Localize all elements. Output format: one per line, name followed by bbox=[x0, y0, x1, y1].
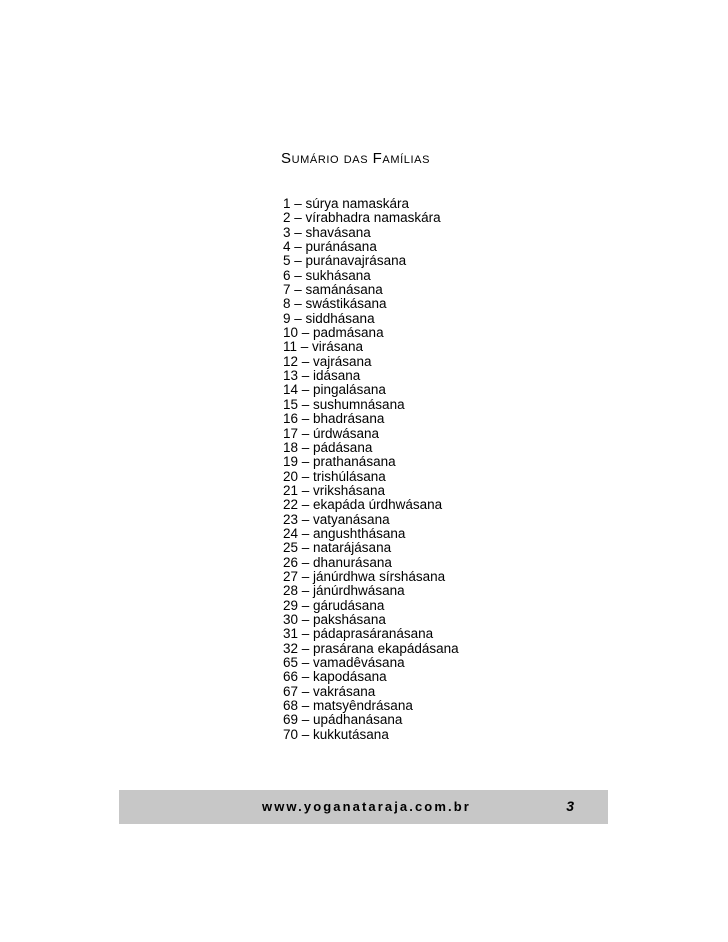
family-list-item: 21 – vrikshásana bbox=[283, 482, 386, 498]
family-list-item: 14 – pingalásana bbox=[283, 382, 386, 398]
family-list-item: 4 – puránásana bbox=[283, 239, 377, 255]
family-list-item: 26 – dhanurásana bbox=[283, 554, 392, 570]
family-list-item: 65 – vamadêvásana bbox=[283, 655, 405, 670]
family-list-item: 68 – matsyêndrásana bbox=[283, 698, 413, 714]
title-word-sumario-rest: UMÁRIO bbox=[291, 154, 340, 166]
family-list-item: 22 – ekapáda úrdhwásana bbox=[283, 497, 443, 513]
page-number: 3 bbox=[566, 798, 574, 814]
family-list-item: 7 – samánásana bbox=[283, 282, 383, 298]
family-list-item: 32 – prasárana ekapádásana bbox=[283, 640, 459, 656]
title-word-familias-rest: AMÍLIAS bbox=[382, 154, 431, 166]
family-list-item: 15 – sushumnásana bbox=[283, 396, 405, 412]
family-list-item: 19 – prathanásana bbox=[283, 454, 396, 470]
family-list-item: 8 – swástikásana bbox=[283, 296, 387, 312]
family-list-item: 28 – jánúrdhwásana bbox=[283, 583, 405, 599]
family-list-item: 29 – gárudásana bbox=[283, 597, 385, 613]
family-list-item: 18 – pádásana bbox=[283, 439, 373, 455]
family-list-item: 6 – sukhásana bbox=[283, 267, 371, 283]
family-list-item: 66 – kapodásana bbox=[283, 669, 387, 685]
page-title bbox=[281, 150, 430, 167]
family-list-item: 24 – angushthásana bbox=[283, 525, 406, 541]
family-list-item: 16 – bhadrásana bbox=[283, 411, 385, 427]
family-list-item: 23 – vatyanásana bbox=[283, 511, 390, 527]
family-list bbox=[283, 197, 459, 742]
family-list-item: 20 – trishúlásana bbox=[283, 468, 386, 484]
family-list-item: 30 – pakshásana bbox=[283, 611, 386, 627]
family-list-item: 1 – súrya namaskára bbox=[283, 196, 410, 211]
family-list-item: 11 – virásana bbox=[283, 339, 364, 355]
title-initial-f: F bbox=[372, 150, 383, 167]
family-list-item: 9 – siddhásana bbox=[283, 310, 375, 326]
family-list-item: 27 – jánúrdhwa sírshásana bbox=[283, 568, 446, 584]
footer-bar bbox=[119, 790, 608, 824]
title-word-das: DAS bbox=[343, 154, 369, 166]
family-list-item: 3 – shavásana bbox=[283, 224, 371, 240]
family-list-item: 70 – kukkutásana bbox=[283, 726, 389, 742]
family-list-item: 2 – vírabhadra namaskára bbox=[283, 210, 441, 226]
family-list-item: 13 – idásana bbox=[283, 368, 361, 384]
family-list-item: 25 – natarájásana bbox=[283, 540, 392, 556]
family-list-item: 12 – vajrásana bbox=[283, 353, 372, 369]
family-list-item: 10 – padmásana bbox=[283, 325, 384, 341]
family-list-item: 17 – úrdwásana bbox=[283, 425, 380, 441]
family-list-item: 31 – pádaprasáranásana bbox=[283, 626, 434, 642]
family-list-item: 5 – puránavajrásana bbox=[283, 253, 407, 269]
title-initial-s: S bbox=[281, 150, 292, 167]
family-list-item: 69 – upádhanásana bbox=[283, 712, 403, 728]
family-list-item: 67 – vakrásana bbox=[283, 683, 376, 699]
footer-url[interactable]: www.yoganataraja.com.br bbox=[262, 799, 471, 814]
